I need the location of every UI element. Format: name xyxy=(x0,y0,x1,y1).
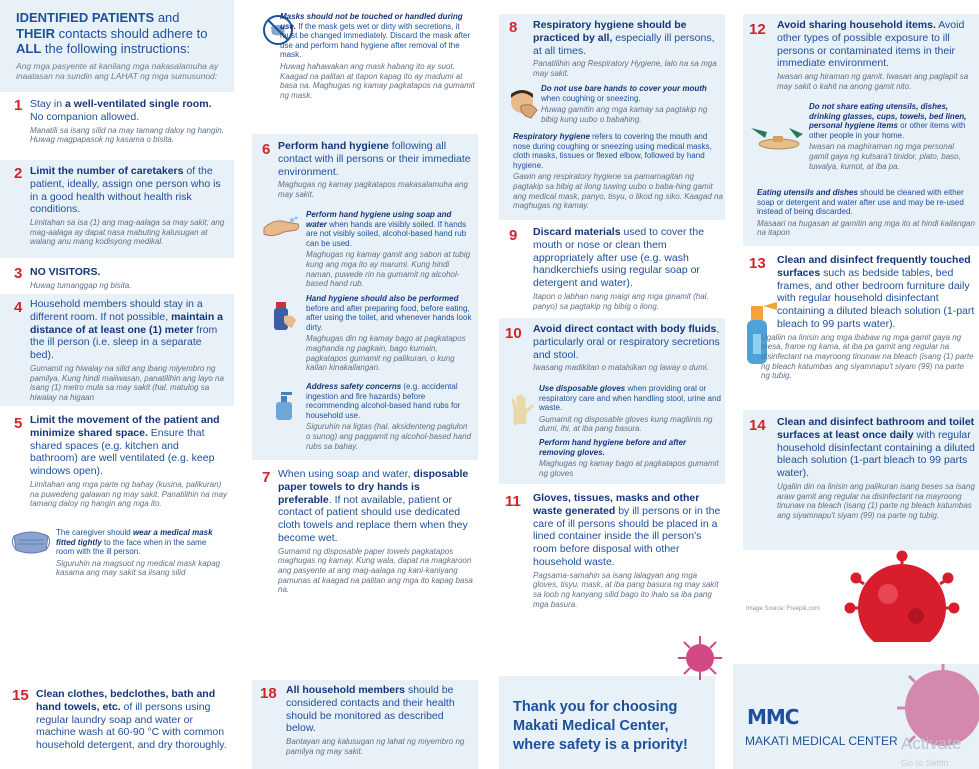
gloves-icon xyxy=(509,394,537,429)
item-filipino: Manatili sa isang silid na may tamang daloy ng hangin. Huwag magpapasok ng kasama o bisita. xyxy=(30,125,224,145)
item-5: 5 Limit the movement of the patient and minimize shared space. Ensure that shared spaces (e.g. kitchen and bathroom) are well ventilated (e.g. keep windows open). Limitahan ang mga parte ng bahay (kusina, palikuran) na puwedeng galawan ng may sakit. Panatilihin na may tamang daloy ng hangin ang mga ito. The caregiver should wear a medical mask fitted tightly to the face when in the same room with the ill person. Siguruhin na magsuot ng medical mask kapag kasama ang may sakit sa iisang silid xyxy=(0,410,234,590)
handwash-icon xyxy=(262,214,302,243)
mask-rule: Masks should not be touched or handled during use. If the mask gets wet or dirty with secretions, it must be changed immediately. Discard the mask after use and perform hand hygiene after removal of the mask. Huwag hahawakan ang mask habang ito ay suot. Kaagad na palitan at itapon kapag ito ay madumi at basa na. Maghugas ng kamay pagkatapos na gumamit ng mask. xyxy=(252,8,478,132)
virus-icon xyxy=(838,550,968,645)
item-10: 10 Avoid direct contact with body fluids, particularly oral or respiratory secretions and stool. Iwasang madikitan o matalsikan ng laway o dumi. Use disposable gloves when providing oral or respiratory care and when handling stool, urine and waste. Gumamit ng disposable gloves kung magliinis ng dumi, ihi, at iba pang basura. Perform hand hygiene before and after removing gloves. Maghugas ng kamay bago at pagkatapos gumamit ng gloves xyxy=(499,318,725,484)
item-3: 3 NO VISITORS. Huwag tumanggap ng bisita. xyxy=(14,265,132,290)
item-1: 1 Stay in a well-ventilated single room. No companion allowed. Manatili sa isang silid na may tamang daloy ng hangin. Huwag magpapasok ng kasama o bisita. xyxy=(0,96,234,156)
item-15: 15 Clean clothes, bedclothes, bath and hand towels, etc. of ill persons using regular laundry soap and water or machine wash at 60-90 °C with common household detergent, and dry thoroughly. xyxy=(12,687,227,752)
item-6: 6 Perform hand hygiene following all contact with ill persons or their immediate environment. Maghugas ng kamay pagkatapos makasalamuha ang may sakit. Perform hand hygiene using soap and water when hands are visibly soiled. If hands are not visibly soiled, alcohol-based hand rub can be used. Maghugas ng kamay gamit ang sabon at tubig kung ang mga ito ay marumi. Kung hindi naman, puwede rin na gumamit ng alcohol-based hand rub. Hand hygiene should also be performed before and after preparing food, before eating, after using the toilet, and whenever hands look dirty. Maghugas din ng kamay bago at pagkatapos maghanda ng pagkain, bago kumain, pagkatapos gumamit ng palikuran, o kung kailan kinakailangan. Address safety concerns (e.g. accidental ingestion and fire hazards) before recommending alcohol-based hand rubs for household use. Siguruhin na ligtas (hal. aksidenteng paglulon o sunog) ang paggamit ng alcohol-based hand rubs sa bahay. xyxy=(252,134,478,460)
image-source: Image Source: Freepik.com xyxy=(746,606,820,612)
pump-bottle-icon xyxy=(272,390,296,425)
thanks-panel xyxy=(499,676,715,769)
item-8: 8 Respiratory hygiene should be practiced by all, especially ill persons, at all times. Panatilihin ang Respiratory Hygiene, lalo na sa mga may sakit. Do not use bare hands to cover your mouth when coughing or sneezing. Huwag gamitin ang mga kamay sa pagtakip ng bibig kung uubo o babahing. Respiratory hygiene refers to covering the mouth and nose during coughing or sneezing using medical masks, cloth masks, tissues or flexed elbow, followed by hand hygiene. Gawin ang respiratory hygiene sa pamamagitan ng pagtakip sa bibig at ilong tuwing uubo o baba-hing gamit ang medical mask, panyo, tisyu, o likod ng siko. Kaagad na maghugas ng kamay. xyxy=(499,14,725,220)
mmc-logo-mark: MMC xyxy=(747,705,799,729)
activate-watermark: Activate xyxy=(901,734,962,753)
header-filipino: Ang mga pasyente at kanilang mga nakasalamuha ay inaatasan na sundin ang LAHAT ng mga sumusunod: xyxy=(16,60,219,82)
item-11: 11 Gloves, tissues, masks and other waste generated by ill persons or in the care of ill persons should be placed in a lined container inside the ill person's room before disposal with other household waste. Pagsama-samahin sa isang lalagyan ang mga gloves, tisyu, mask, at iba pang basura ng may sakit sa loob ng kanyang silid bago ito ihalo sa iba pang mga basura. xyxy=(505,492,721,609)
item-12: 12 Avoid sharing household items. Avoid other types of possible exposure to ill persons or contaminated items in their immediate environment. Iwasan ang hiraman ng gamit. Iwasan ang paglapit sa may sakit o kahit na anong gamit nito. Do not share eating utensils, dishes, drinking glasses, cups, towels, bed linen, personal hygiene items or other items with other people in your home. Iwasan na maghiraman ng mga personal gamit gaya ng kutsara't tinidor, plato, baso, tuwalya, kumot, at iba pa. Eating utensils and dishes should be cleaned with either soap or detergent and water after use and may be re-used instead of being discarded. Masaari na hugasan at gamitin ang mga ito at hindi kailangan na itapon xyxy=(743,14,979,246)
virus-icon xyxy=(676,634,724,685)
shared-utensils-icon xyxy=(749,124,805,157)
item-18: 18 All household members should be considered contacts and their health should be monitored as described below. Bantayan ang kalusugan ng lahat ng miyembro ng pamilya ng may sakit. xyxy=(252,680,478,769)
item-4: 4 Household members should stay in a different room. If not possible, maintain a distance of at least one (1) meter from the ill person (i.e. sleep in a separate bed). Gumamit ng hiwalay na silid ang ibang miyembro ng pamilya. Kung hindi maiiwasan, panatilihin ang layo na isang (1) metro mula sa may sakit (hal. matulog sa hiwalay na higaan xyxy=(0,294,234,406)
settings-watermark: Go to Settin xyxy=(901,758,949,768)
item-2: 2 Limit the number of caretakers of the patient, ideally, assign one person who is in a good health without health risk conditions. Limitahan sa isa (1) ang mag-aalaga sa may sakit; ang mag-aalaga ay dapat nasa mabuting kalusugan at walang anu mang kodisyong medikal. xyxy=(0,160,234,258)
header-title: IDENTIFIED PATIENTS and THEIR contacts should adhere to ALL the following instructions: xyxy=(16,10,208,57)
mask-icon xyxy=(10,528,52,559)
item-9: 9 Discard materials used to cover the mouth or nose or clean them appropriately after use (e.g. wash handkerchiefs using regular soap or detergent and water). Itapon o labhan nang maigi ang mga ginamit (hal. panyo) sa pagtakip ng bibig o ilong. xyxy=(509,226,709,311)
header-panel xyxy=(0,0,234,92)
cough-icon xyxy=(507,88,541,125)
thanks-text: Thank you for choosing Makati Medical Center, where safety is a priority! xyxy=(513,699,688,753)
sanitizer-icon xyxy=(266,298,298,337)
item-14: 14 Clean and disinfect bathroom and toilet surfaces at least once daily with regular household disinfectant containing a diluted bleach solution (1-part bleach to 99 parts water). Ugaliin din na linisin ang palikuran isang beses sa isang araw gamit ang regular na disinfectant na mayroong tinunaw na bleach (isang (1) parte ng bleach katumbas ang siyamnapu't siyam (99) na parte ng tubig. xyxy=(743,410,979,550)
item-number: 1 xyxy=(14,97,23,114)
mmc-logo-name: MAKATI MEDICAL CENTER xyxy=(745,734,898,748)
logo-panel xyxy=(733,664,979,769)
item-7: 7 When using soap and water, disposable paper towels to dry hands is preferable. If not available, patient or contact of patient should use dedicated cloth towels and replace them when they become wet. Gumamit ng disposable paper towels pagkatapos maghugas ng kamay. Kung wala, dapat na magkaroon ang pasyente at ang mag-aalaga ng kani-kaniyang pamunas at kaagad na palitan ang mga ito kapag basa na. xyxy=(262,468,473,595)
item-13: 13 Clean and disinfect frequently touched surfaces such as bedside tables, bed frames, and other bedroom furniture daily with regular household disinfectant containing a diluted bleach solution (1-part bleach to 99 parts water). Ugaliin na linisin ang mga ibabaw ng mga gamit gaya ng mesa, frame ng kama, at iba pa gamit ang regular na disinfectant na mayroong tinunaw na bleach (isang (1) parte ng bleach katumbas ang siyamnapu't siyam (99) na parte ng tubig. xyxy=(743,250,979,406)
